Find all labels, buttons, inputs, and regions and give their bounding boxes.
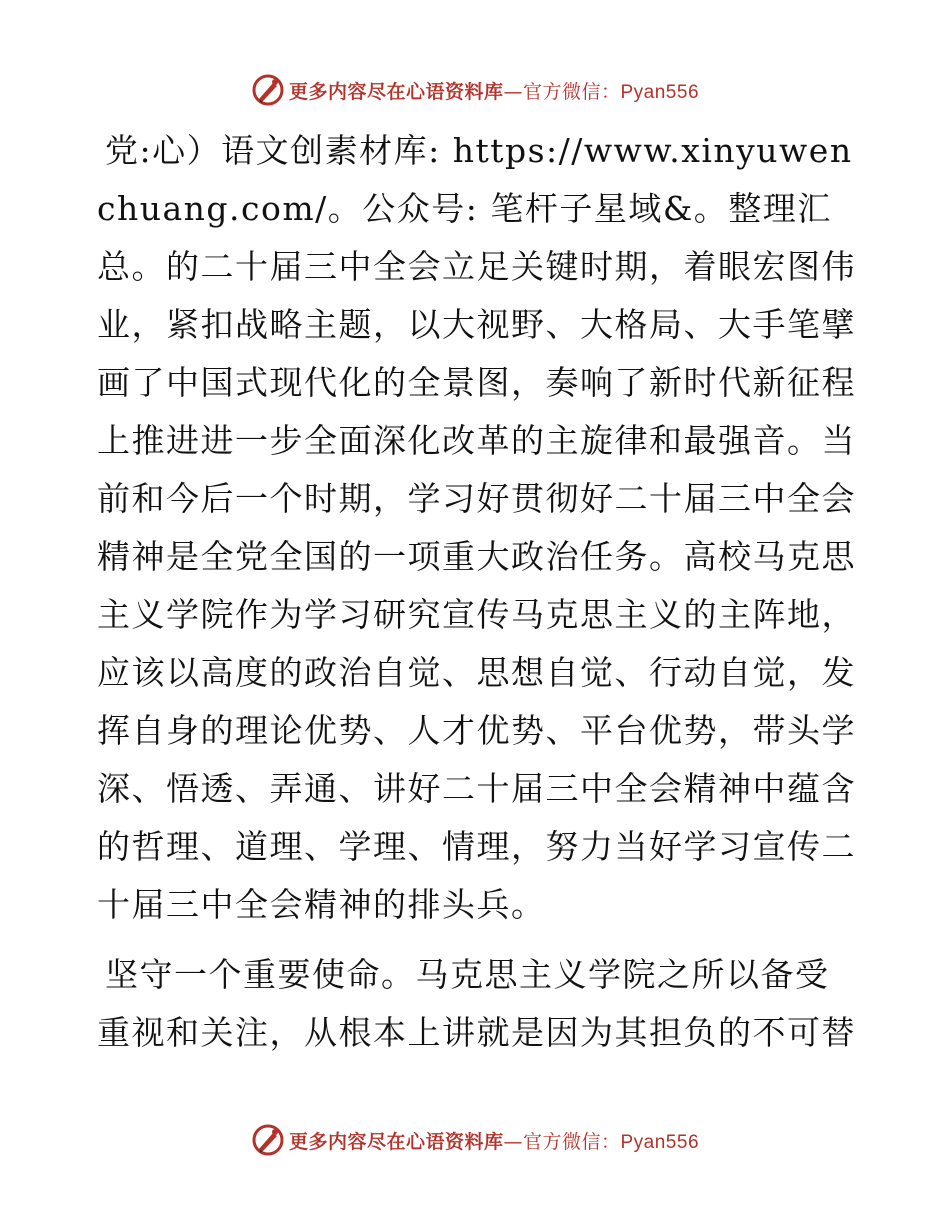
body-paragraph-2: 坚守一个重要使命。马克思主义学院之所以备受重视和关注，从根本上讲就是因为其担负的不可替 [97, 955, 856, 1052]
footer-banner [0, 1120, 950, 1160]
footer-dash: — [503, 1130, 523, 1153]
header-site-text: 更多内容尽在心语资料库 [288, 80, 504, 103]
footer-wechat-id: Pyan556 [620, 1131, 700, 1153]
header-dash: — [503, 80, 523, 103]
footer-banner-text [289, 1127, 699, 1154]
footer-official-text: 官方微信： [522, 1130, 621, 1153]
header-banner [0, 70, 950, 110]
document-body [97, 122, 857, 1062]
header-official-text: 官方微信： [522, 80, 621, 103]
pen-logo-icon [251, 1123, 285, 1157]
footer-site-text: 更多内容尽在心语资料库 [288, 1130, 504, 1153]
header-wechat-id: Pyan556 [620, 81, 700, 103]
pen-logo-icon [251, 73, 285, 107]
body-paragraph-1: 党:心）语文创素材库: https://www.xinyuwenchuang.com/。公众号: 笔杆子星域&。整理汇总。的二十届三中全会立足关键时期，着眼宏图伟业，紧扣战略主题，以大视野、大格局、大手笔擘画了中国式现代化的全景图，奏响了新时代新征程上推进进一步全面深化改革的主旋律和最强音。当前和今后一个时期，学习好贯彻好二十届三中全会精神是全党全国的一项重大政治任务。高校马克思主义学院作为学习研究宣传马克思主义的主阵地，应该以高度的政治自觉、思想自觉、行动自觉，发挥自身的理论优势、人才优势、平台优势，带头学深、悟透、弄通、讲好二十届三中全会精神中蕴含的哲理、道理、学理、情理，努力当好学习宣传二十届三中全会精神的排头兵。 [97, 131, 856, 924]
header-banner-text [289, 77, 699, 104]
